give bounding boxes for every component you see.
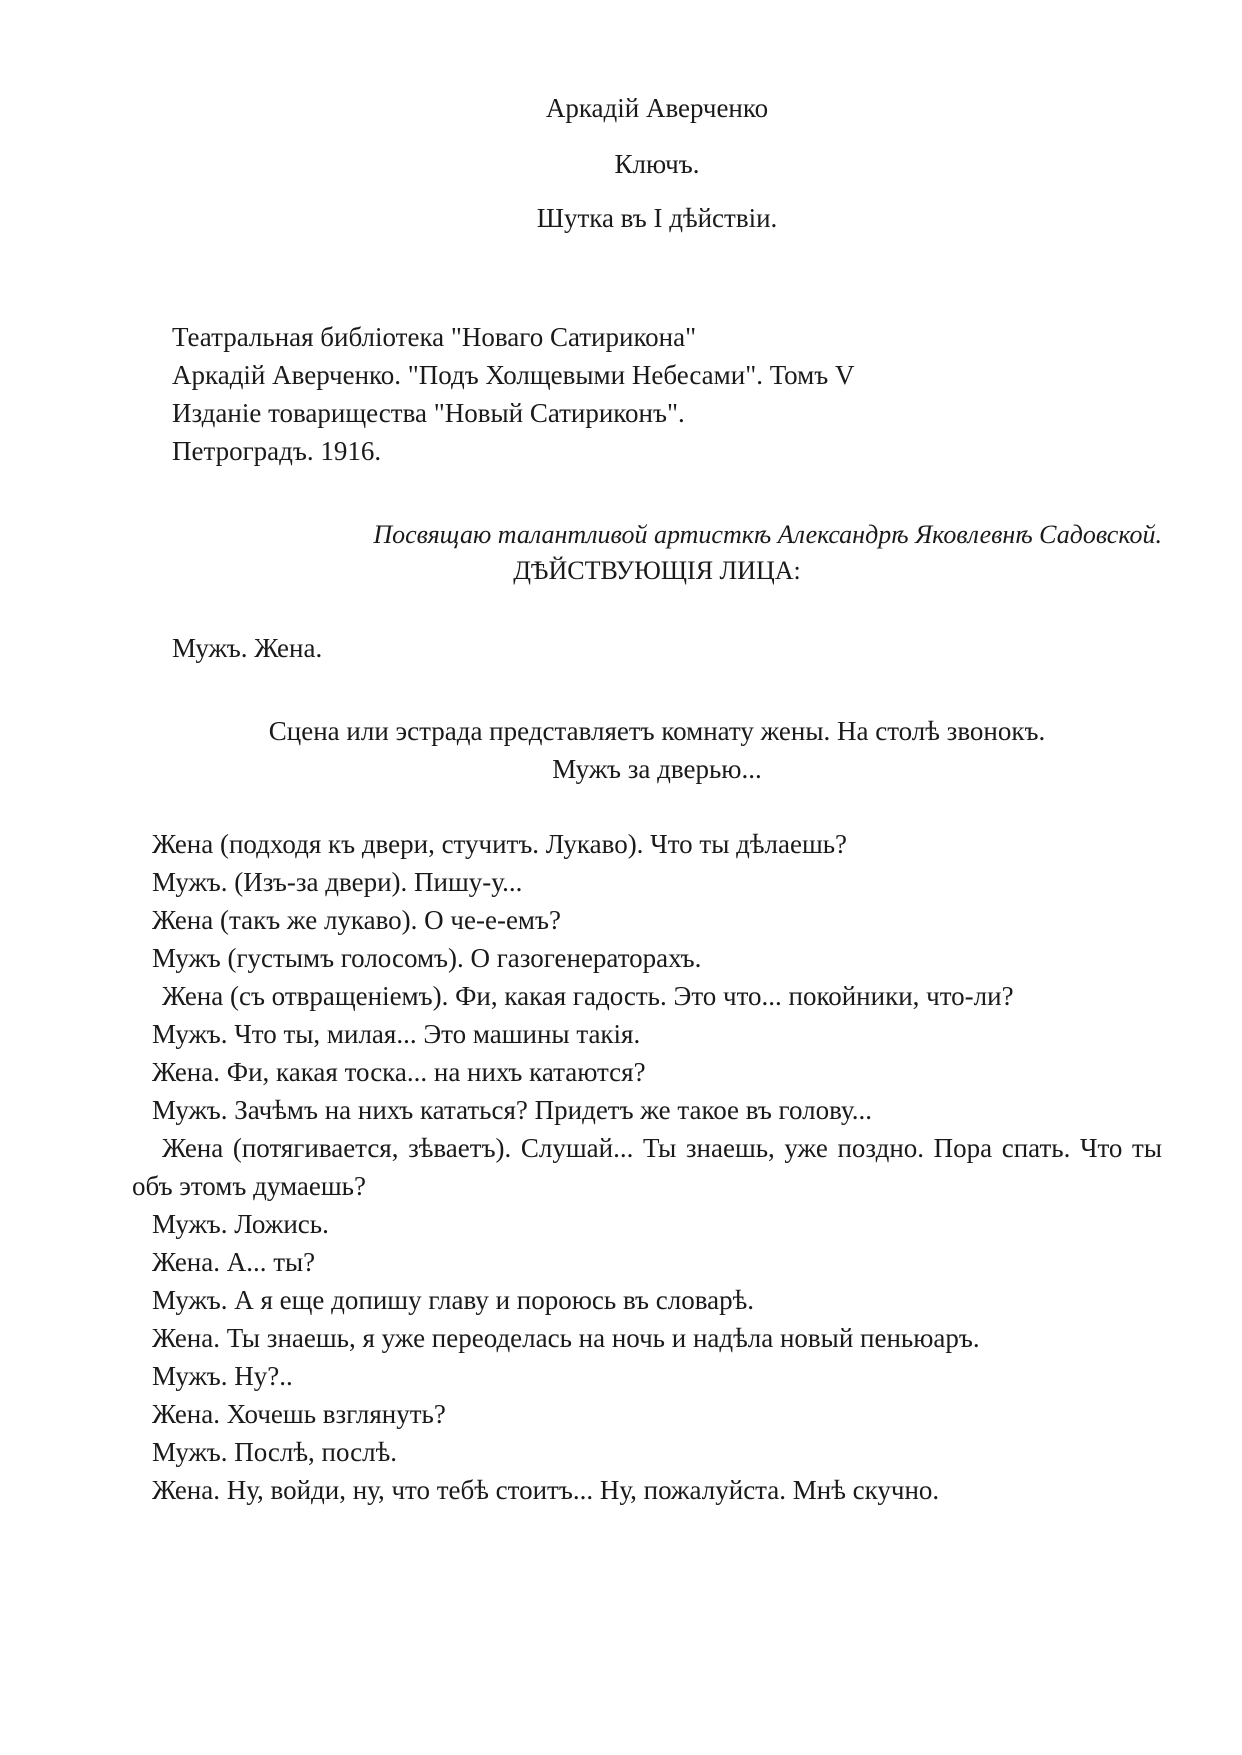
publication-info [172, 318, 854, 470]
play-title: Ключъ. [614, 149, 700, 179]
dialogue [132, 825, 1162, 1509]
dialogue-line: Мужъ. Что ты, милая... Это машины такія. [152, 1019, 641, 1049]
dialogue-line: Жена (съ отвращеніемъ). Фи, какая гадость. Это что... покойники, что-ли? [162, 981, 1014, 1011]
dialogue-line: Мужъ (густымъ голосомъ). О газогенераторахъ. [152, 943, 702, 973]
publication-line: Театральная библіотека "Новаго Сатирикона" [172, 322, 697, 352]
author-name: Аркадій Аверченко [545, 93, 769, 123]
dialogue-line: Мужъ. Ну?.. [152, 1361, 293, 1391]
dialogue-line: Мужъ. Зачѣмъ на нихъ кататься? Придетъ же такое въ голову... [152, 1095, 872, 1125]
dialogue-line: Мужъ. А я еще допишу главу и пороюсь въ словарѣ. [152, 1285, 754, 1315]
dialogue-line: Жена. Ну, войди, ну, что тебѣ стоитъ... Ну, пожалуйста. Мнѣ скучно. [152, 1475, 940, 1505]
stage-direction-line: Мужъ за дверью... [552, 754, 762, 784]
publication-line: Изданіе товарищества "Новый Сатириконъ". [172, 398, 685, 428]
stage-direction [152, 712, 1162, 788]
stage-direction-line: Сцена или эстрада представляетъ комнату жены. На столѣ звонокъ. [268, 716, 1046, 746]
publication-line: Петроградъ. 1916. [172, 436, 382, 466]
dedication: Посвящаю талантливой артисткѣ Александрѣ Яковлевнѣ Садовской. [373, 520, 1162, 549]
dialogue-line: Жена (такъ же лукаво). О че-е-емъ? [152, 905, 561, 935]
dialogue-line: Жена (подходя къ двери, стучитъ. Лукаво). Что ты дѣлаешь? [152, 829, 848, 859]
dialogue-line: Мужъ. Послѣ, послѣ. [152, 1437, 398, 1467]
dialogue-line: Жена. Фи, какая тоска... на нихъ катаются? [152, 1057, 646, 1087]
dialogue-line: Жена. А... ты? [152, 1247, 316, 1277]
play-subtitle: Шутка въ I дѣйствіи. [536, 203, 778, 233]
dialogue-line: Мужъ. Ложись. [152, 1209, 329, 1239]
dialogue-line: Жена. Ты знаешь, я уже переоделась на ночь и надѣла новый пеньюаръ. [152, 1323, 980, 1353]
publication-line: Аркадій Аверченко. "Подъ Холщевыми Небесами". Томъ V [172, 360, 855, 390]
dialogue-line: Жена (потягивается, зѣваетъ). Слушай... Ты знаешь, уже поздно. Пора спать. Что ты объ этомъ думаешь? [132, 1133, 1162, 1201]
dialogue-line: Мужъ. (Изъ-за двери). Пишу-у... [152, 867, 523, 897]
dialogue-line: Жена. Хочешь взглянуть? [152, 1399, 446, 1429]
cast-heading: ДѢЙСТВУЮЩІЯ ЛИЦА: [513, 556, 801, 585]
cast-list: Мужъ. Жена. [172, 633, 323, 663]
